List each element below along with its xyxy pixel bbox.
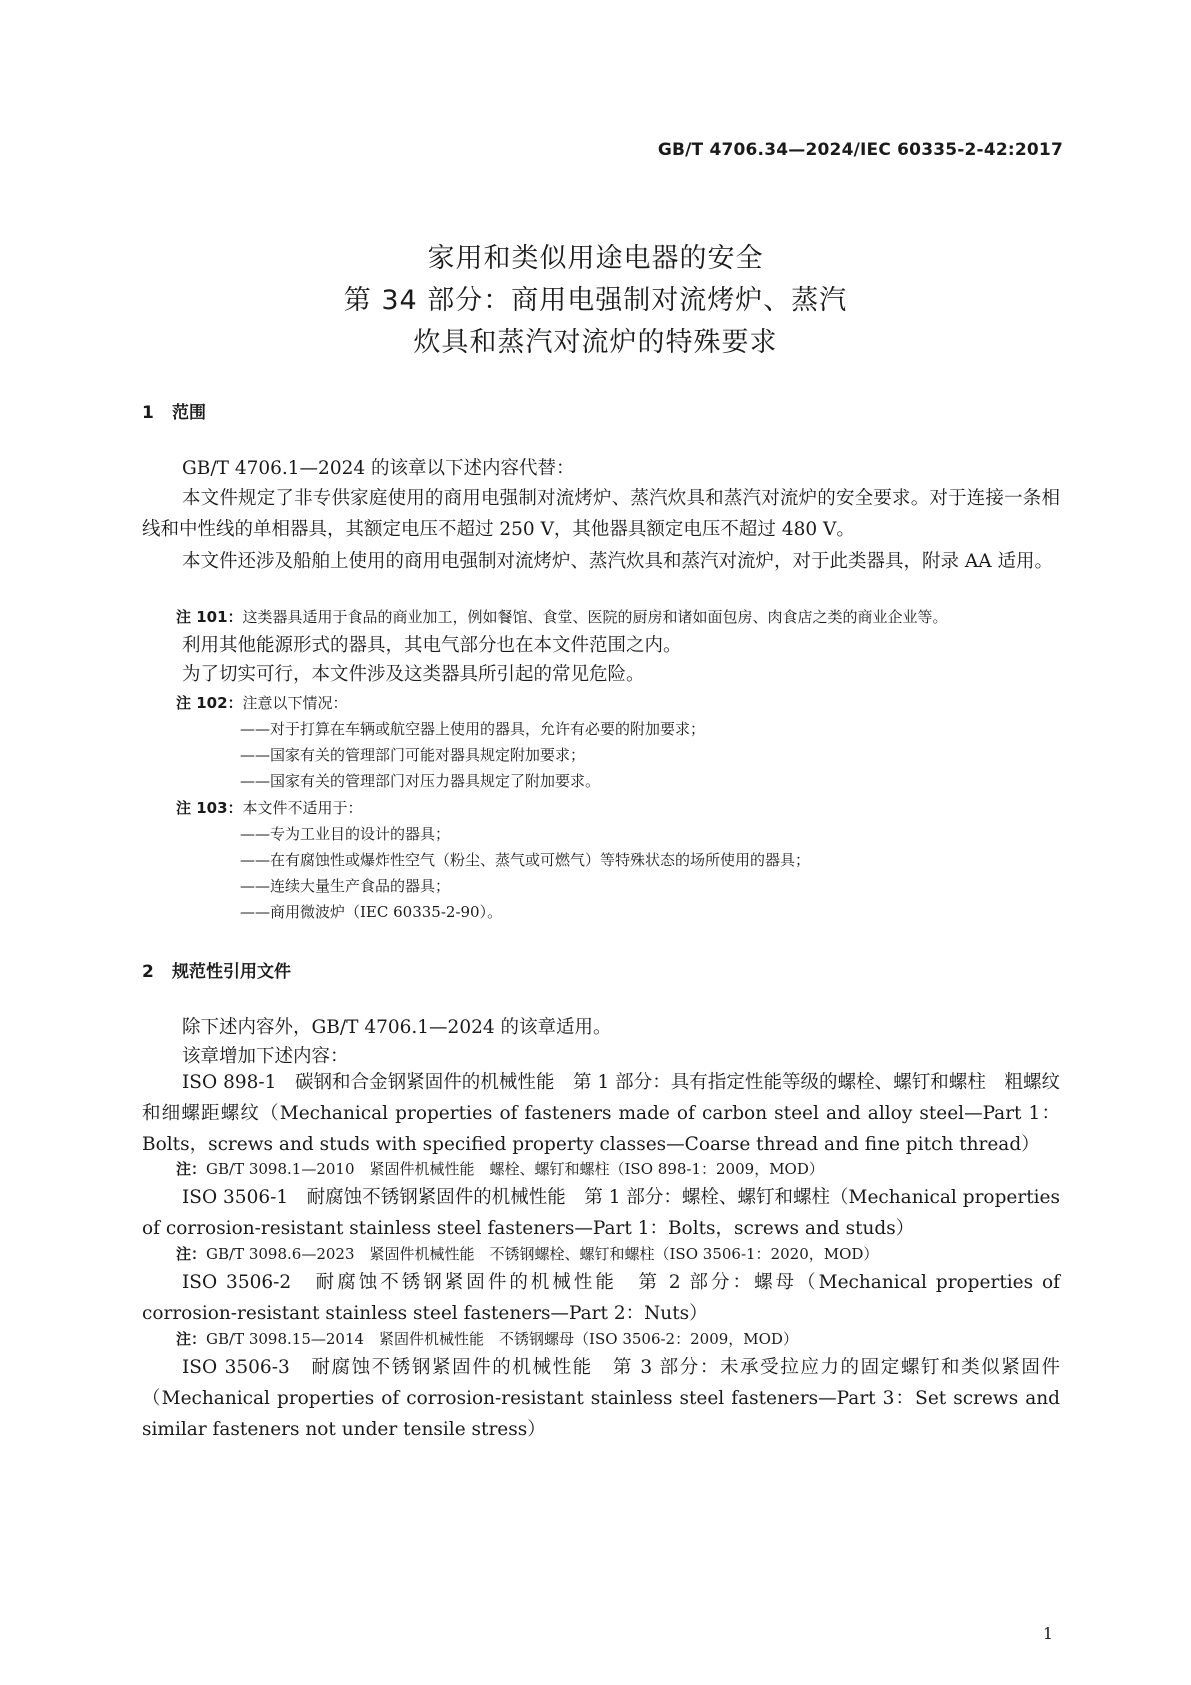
section-1-paragraph-scope: 本文件规定了非专供家庭使用的商用电强制对流烤炉、蒸汽炊具和蒸汽对流炉的安全要求。对于连接一条相线和中性线的单相器具，其额定电压不超过 250 V，其他器具额定电压不超过 480 V。	[142, 488, 1060, 540]
section-2-heading	[142, 957, 291, 982]
section-1-heading	[142, 398, 206, 423]
note-101-label: 注 101：	[176, 608, 243, 626]
section-2-intro-2: 该章增加下述内容：	[182, 1046, 349, 1067]
reference-note	[176, 1158, 824, 1179]
section-1-title: 范围	[172, 403, 206, 423]
note-102-item: ——国家有关的管理部门对压力器具规定了附加要求。	[240, 772, 601, 790]
section-2-title: 规范性引用文件	[172, 962, 291, 982]
note-102-item: ——国家有关的管理部门可能对器具规定附加要求；	[240, 746, 586, 764]
note-101-text: 这类器具适用于食品的商业加工，例如餐馆、食堂、医院的厨房和诸如面包房、肉食店之类的商业企业等。	[242, 608, 948, 626]
reference-iso-898-1: ISO 898-1 碳钢和合金钢紧固件的机械性能 第 1 部分：具有指定性能等级的螺栓、螺钉和螺柱 粗螺纹和细螺距螺纹（Mechanical properties of fasteners made of carbon steel and alloy steel—Part 1：Bolts，screws and studs with specified property classes—Coarse thread and fine pitch thread）	[142, 1072, 1060, 1155]
title-line-1: 家用和类似用途电器的安全	[427, 243, 764, 274]
title-line-3: 炊具和蒸汽对流炉的特殊要求	[413, 327, 778, 358]
note-102-text: 注意以下情况：	[242, 694, 348, 712]
note-102-label: 注 102：	[176, 694, 243, 712]
reference-note-text: GB/T 3098.15—2014 紧固件机械性能 不锈钢螺母（ISO 3506-2：2009，MOD）	[206, 1330, 798, 1348]
reference-note-label: 注：	[176, 1160, 207, 1178]
note-103-item: ——专为工业目的设计的器具；	[240, 825, 451, 843]
page-number: 1	[1042, 1624, 1053, 1643]
reference-iso-3506-3: ISO 3506-3 耐腐蚀不锈钢紧固件的机械性能 第 3 部分：未承受拉应力的固定螺钉和类似紧固件（Mechanical properties of corrosion-resistant stainless steel fasteners—Part 3：Set screws and similar fasteners not under tensile stress）	[142, 1357, 1060, 1440]
reference-note-text: GB/T 3098.1—2010 紧固件机械性能 螺栓、螺钉和螺柱（ISO 898-1：2009，MOD）	[206, 1160, 824, 1178]
section-2-number: 2	[142, 962, 154, 982]
title-line-2: 第 34 部分：商用电强制对流烤炉、蒸汽	[343, 285, 848, 316]
document-identifier: GB/T 4706.34—2024/IEC 60335-2-42:2017	[657, 140, 1063, 160]
reference-note-label: 注：	[176, 1245, 207, 1263]
section-1-hazards: 为了切实可行，本文件涉及这类器具所引起的常见危险。	[182, 664, 645, 685]
reference-note-text: GB/T 3098.6—2023 紧固件机械性能 不锈钢螺栓、螺钉和螺柱（ISO 3506-1：2020，MOD）	[206, 1245, 879, 1263]
document-title	[0, 238, 1191, 364]
section-1-intro: GB/T 4706.1—2024 的该章以下述内容代替：	[182, 458, 575, 479]
note-101	[176, 606, 948, 627]
reference-iso-3506-2: ISO 3506-2 耐腐蚀不锈钢紧固件的机械性能 第 2 部分：螺母（Mechanical properties of corrosion-resistant stainless steel fasteners—Part 2：Nuts）	[142, 1272, 1060, 1324]
section-1-other-energy: 利用其他能源形式的器具，其电气部分也在本文件范围之内。	[182, 635, 682, 656]
reference-note-label: 注：	[176, 1330, 207, 1348]
section-2-intro-1: 除下述内容外，GB/T 4706.1—2024 的该章适用。	[182, 1017, 612, 1038]
note-103-item: ——在有腐蚀性或爆炸性空气（粉尘、蒸气或可燃气）等特殊状态的场所使用的器具；	[240, 851, 811, 869]
note-103-item: ——连续大量生产食品的器具；	[240, 877, 451, 895]
note-103-label: 注 103：	[176, 799, 243, 817]
reference-iso-3506-1: ISO 3506-1 耐腐蚀不锈钢紧固件的机械性能 第 1 部分：螺栓、螺钉和螺柱（Mechanical properties of corrosion-resistant stainless steel fasteners—Part 1：Bolts，screws and studs）	[142, 1187, 1060, 1239]
section-1-number: 1	[142, 403, 154, 423]
note-103-text: 本文件不适用于：	[242, 799, 363, 817]
reference-note	[176, 1328, 798, 1349]
note-102	[176, 692, 348, 713]
note-103	[176, 797, 363, 818]
reference-note	[176, 1243, 878, 1264]
note-103-item: ——商用微波炉（IEC 60335-2-90）。	[240, 903, 503, 921]
note-102-item: ——对于打算在车辆或航空器上使用的器具，允许有必要的附加要求；	[240, 720, 706, 738]
section-1-paragraph-ships: 本文件还涉及船舶上使用的商用电强制对流烤炉、蒸汽炊具和蒸汽对流炉，对于此类器具，附录 AA 适用。	[182, 551, 1053, 572]
